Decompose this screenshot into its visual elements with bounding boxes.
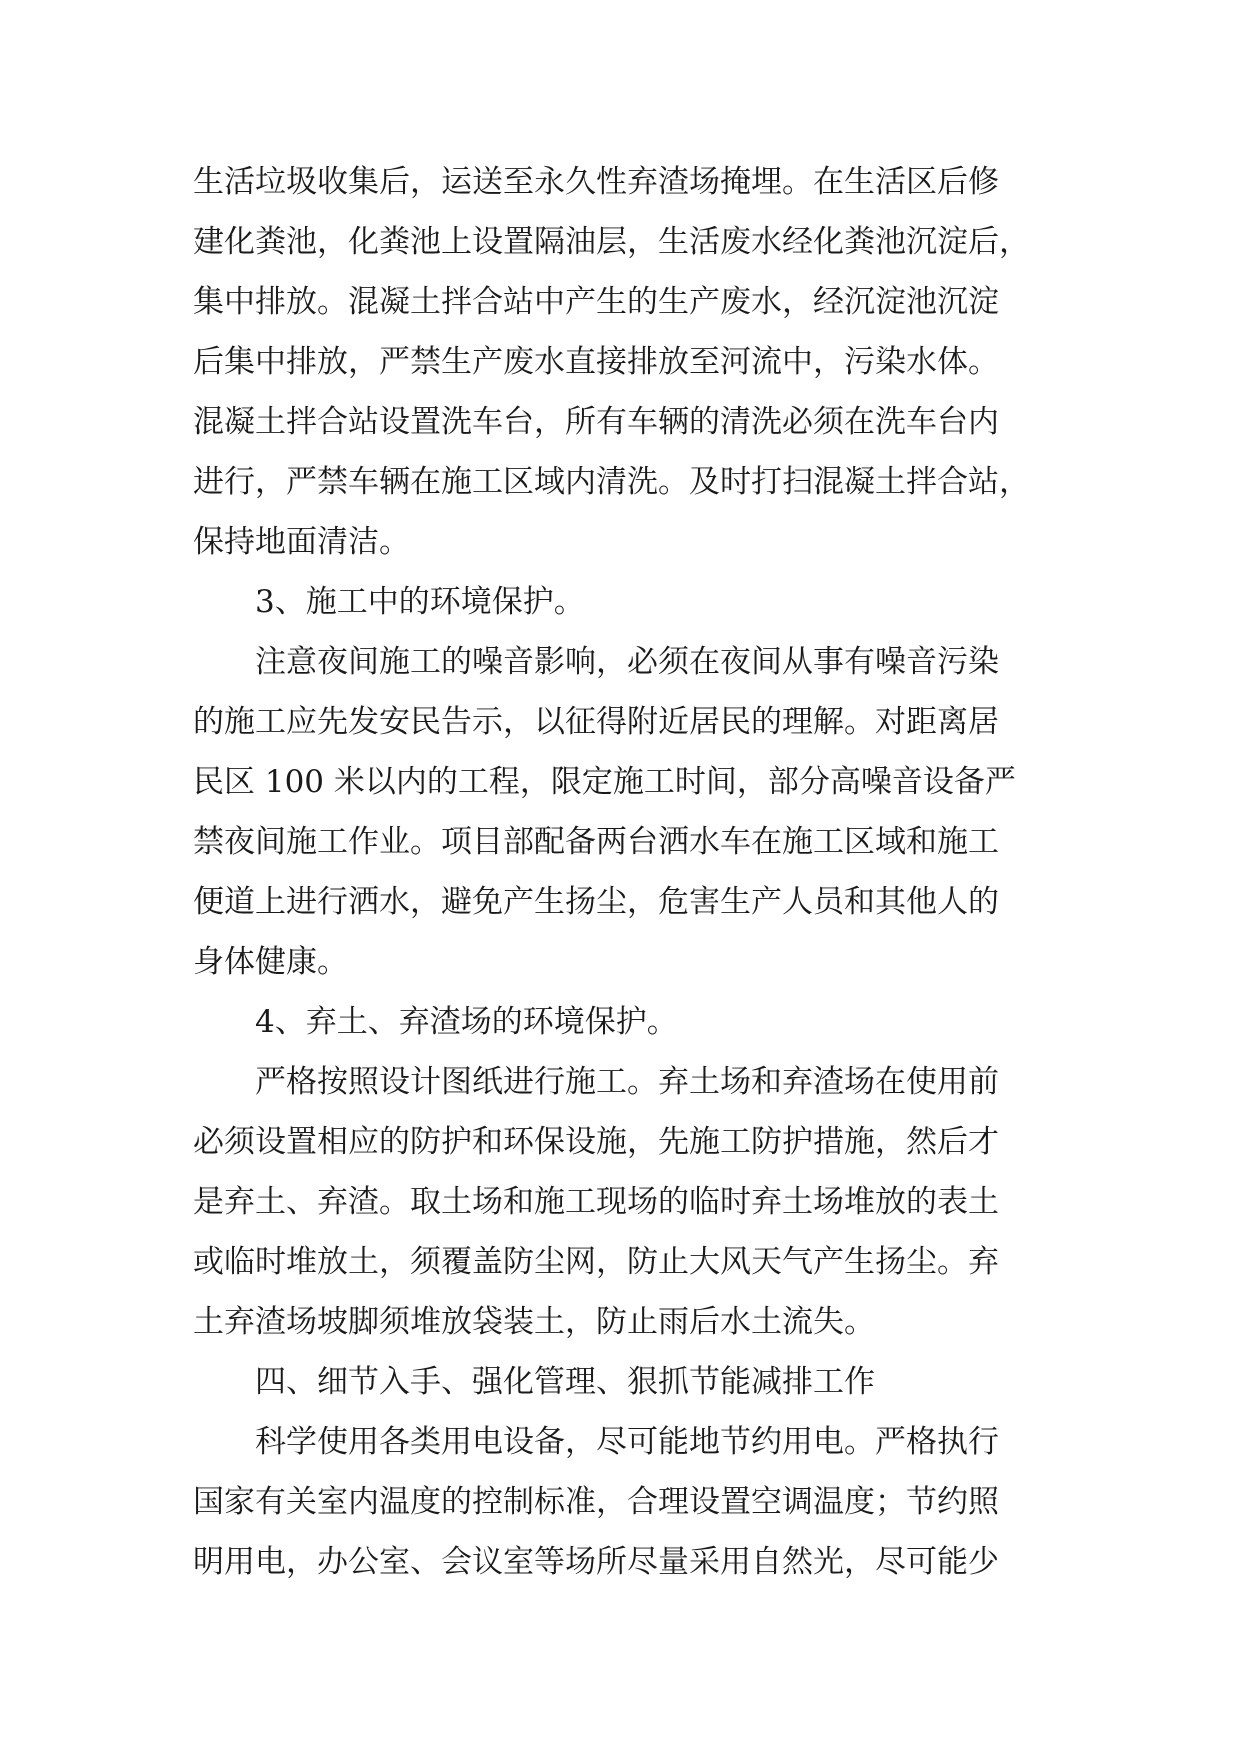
- text-line: 的施工应先发安民告示，以征得附近居民的理解。对距离居: [193, 704, 999, 740]
- text-line: 明用电，办公室、会议室等场所尽量采用自然光，尽可能少: [193, 1544, 999, 1580]
- text-line: 集中排放。混凝土拌合站中产生的生产废水，经沉淀池沉淀: [193, 284, 999, 320]
- section-heading: 4、弃土、弃渣场的环境保护。: [255, 1004, 678, 1040]
- text-line: 注意夜间施工的噪音影响，必须在夜间从事有噪音污染: [255, 644, 999, 680]
- text-line: 国家有关室内温度的控制标准，合理设置空调温度；节约照: [193, 1484, 999, 1520]
- text-line: 进行，严禁车辆在施工区域内清洗。及时打扫混凝土拌合站，: [193, 464, 1030, 500]
- text-line: 便道上进行洒水，避免产生扬尘，危害生产人员和其他人的: [193, 884, 999, 920]
- text-line: 必须设置相应的防护和环保设施，先施工防护措施，然后才: [193, 1124, 999, 1160]
- text-line: 生活垃圾收集后，运送至永久性弃渣场掩埋。在生活区后修: [193, 164, 999, 200]
- text-line: 禁夜间施工作业。项目部配备两台洒水车在施工区域和施工: [193, 824, 999, 860]
- text-line: 民区 100 米以内的工程，限定施工时间，部分高噪音设备严: [193, 764, 1016, 800]
- section-heading: 四、细节入手、强化管理、狠抓节能减排工作: [255, 1364, 875, 1400]
- text-line: 科学使用各类用电设备，尽可能地节约用电。严格执行: [255, 1424, 999, 1460]
- section-heading: 3、施工中的环境保护。: [255, 584, 585, 620]
- text-line: 身体健康。: [193, 944, 348, 980]
- text-line: 严格按照设计图纸进行施工。弃土场和弃渣场在使用前: [255, 1064, 999, 1100]
- text-line: 混凝土拌合站设置洗车台，所有车辆的清洗必须在洗车台内: [193, 404, 999, 440]
- text-line: 或临时堆放土，须覆盖防尘网，防止大风天气产生扬尘。弃: [193, 1244, 999, 1280]
- text-line: 土弃渣场坡脚须堆放袋装土，防止雨后水土流失。: [193, 1304, 875, 1340]
- text-line: 是弃土、弃渣。取土场和施工现场的临时弃土场堆放的表土: [193, 1184, 999, 1220]
- text-line: 建化粪池，化粪池上设置隔油层，生活废水经化粪池沉淀后，: [193, 224, 1030, 260]
- text-line: 后集中排放，严禁生产废水直接排放至河流中，污染水体。: [193, 344, 999, 380]
- text-line: 保持地面清洁。: [193, 524, 410, 560]
- body-text: [193, 152, 1063, 1592]
